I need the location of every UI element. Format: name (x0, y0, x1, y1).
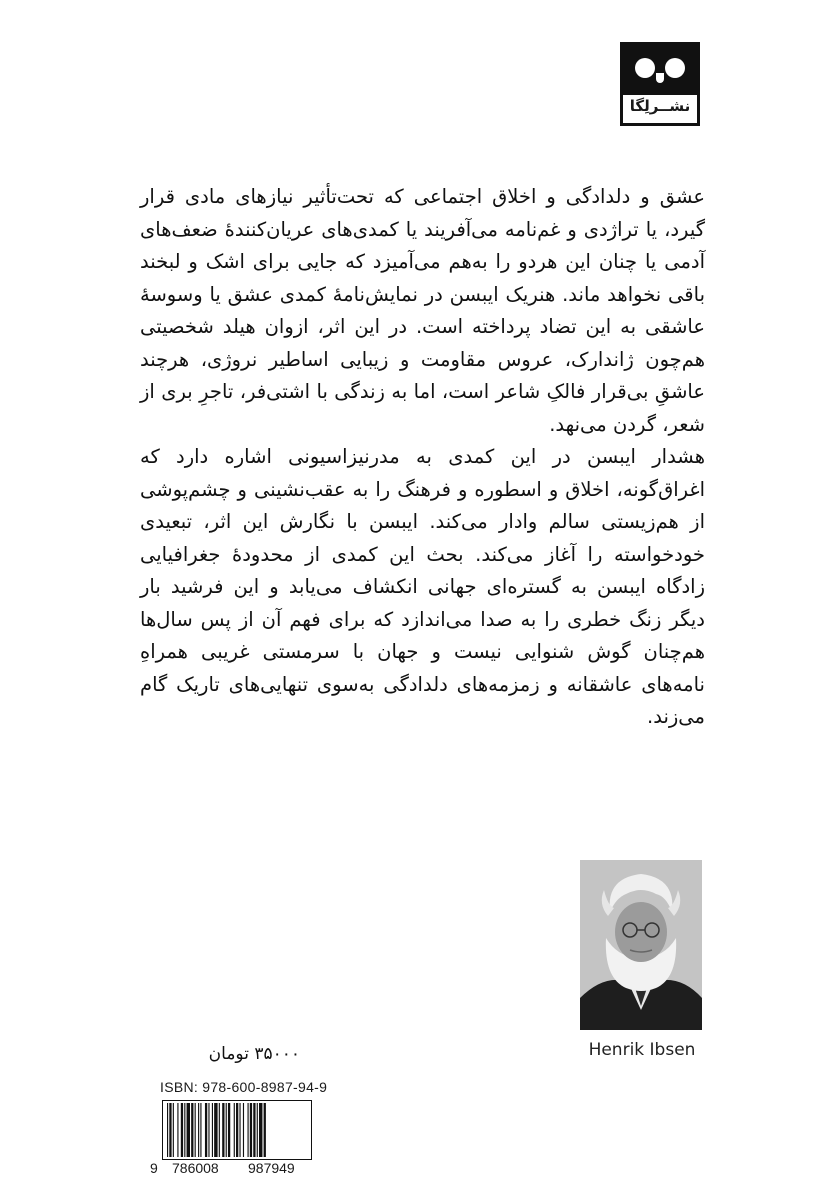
barcode-bar (222, 1103, 224, 1157)
publisher-name: نشــرلِگا (629, 97, 691, 115)
barcode-bar (208, 1103, 209, 1157)
blurb-text (140, 181, 705, 734)
barcode-bar (253, 1103, 255, 1157)
barcode-bar (234, 1103, 235, 1157)
barcode-bar (259, 1103, 262, 1157)
barcode-bar (219, 1103, 220, 1157)
barcode-bar (198, 1103, 199, 1157)
author-portrait (580, 860, 702, 1030)
barcode-bar (236, 1103, 238, 1157)
barcode-bar (167, 1103, 168, 1157)
barcode (162, 1100, 312, 1160)
barcode-bar (177, 1103, 178, 1157)
blurb-paragraph-1: عشق و دلدادگی و اخلاق اجتماعی که تحت‌تأثیر نیازهای مادی قرار گیرد، یا تراژدی و غم‌نامه می‌آفریند یا کمدی‌های عریان‌کنندهٔ ضعف‌های آدمی یا چنان این هردو را به‌هم می‌آمیزد که جایی برای اشک و لبخند باقی نخواهد ماند. هنریک ایبسن در نمایش‌نامهٔ کمدی عشق یا وسوسهٔ عاشقی به این تضاد پرداخته است. در این اثر، ازوان هیلد شخصیتی هم‌چون ژاندارک، عروس مقاومت و زیبایی اساطیر نروژی، هرچند عاشقِ بی‌قرار فالکِ شاعر است، اما به زندگی با اشتی‌فر، تاجرِ بری از شعر، گردن می‌نهد. (140, 185, 705, 436)
blurb-paragraph-2: هشدار ایبسن در این کمدی به مدرنیزاسیونی اشاره دارد که اغراق‌گونه، اخلاق و اسطوره و فرهنگ را به عقب‌نشینی و چشم‌پوشی از هم‌زیستی سالم وادار می‌کند. ایبسن با نگارش این اثر، تبعیدی خودخواسته را آغاز می‌کند. بحث این کمدی از محدودهٔ جغرافیایی زادگاه ایبسن به گستره‌ای جهانی انکشاف می‌یابد و این فرشید بار دیگر زنگ خطری را به صدا می‌اندازد که برای فهم آن از پس سال‌ها هم‌چنان گوش شنوایی نیست و جهان با سرمستی غریبی همراهِ نامه‌های عاشقانه و زمزمه‌های دلدادگی به‌سوی تنهایی‌های تاریک گام می‌زند. (140, 445, 705, 728)
barcode-bar (239, 1103, 240, 1157)
portrait-caption: Henrik Ibsen (588, 1040, 696, 1060)
barcode-bar (226, 1103, 227, 1157)
barcode-bar (243, 1103, 244, 1157)
barcode-bar (212, 1103, 213, 1157)
barcode-bar (191, 1103, 193, 1157)
barcode-digits-left: 786008 (172, 1160, 219, 1176)
barcode-bar (169, 1103, 171, 1157)
barcode-digits-right: 987949 (248, 1160, 295, 1176)
isbn-label: ISBN: 978-600-8987-94-9 (160, 1079, 328, 1095)
barcode-bar (250, 1103, 252, 1157)
owl-logo-icon (623, 45, 697, 95)
publisher-logo (620, 42, 700, 126)
barcode-bar (195, 1103, 196, 1157)
barcode-bar (264, 1103, 266, 1157)
barcode-bar (228, 1103, 230, 1157)
barcode-digit-prefix: 9 (150, 1160, 158, 1176)
barcode-bar (205, 1103, 207, 1157)
barcode-digits (150, 1160, 320, 1178)
barcode-bar (214, 1103, 217, 1157)
barcode-bar (187, 1103, 190, 1157)
barcode-bar (257, 1103, 258, 1157)
barcode-bar (200, 1103, 201, 1157)
barcode-bar (173, 1103, 174, 1157)
price-label: ۳۵۰۰۰ تومان (208, 1044, 300, 1064)
barcode-bar (248, 1103, 249, 1157)
barcode-bar (181, 1103, 183, 1157)
barcode-bar (184, 1103, 185, 1157)
